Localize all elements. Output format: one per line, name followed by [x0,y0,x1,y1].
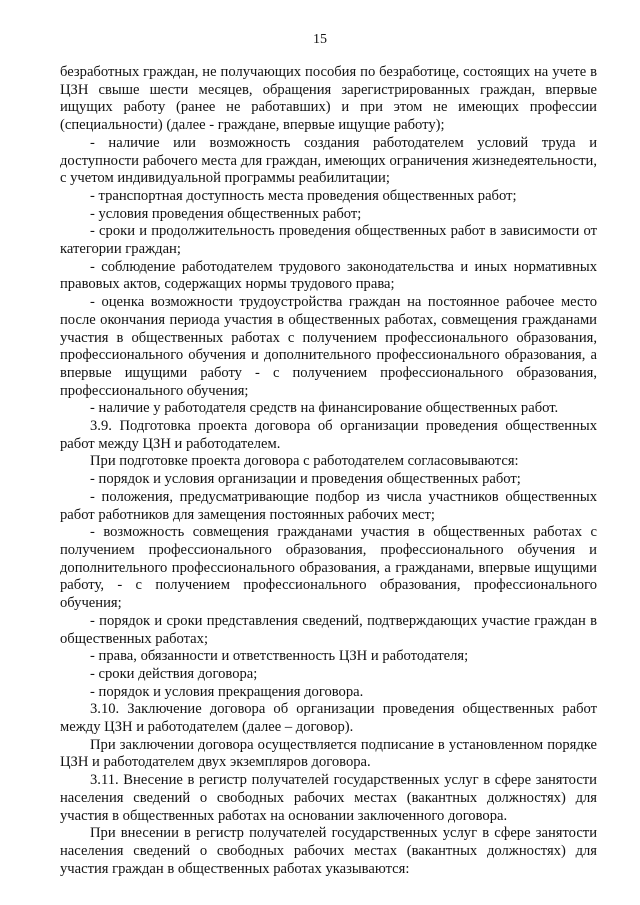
document-body [60,64,597,878]
list-item-selection: - положения, предусматривающие подбор из числа участников общественных работ работников для замещения постоянных рабочих мест; [60,488,597,523]
list-item-employment-assessment: - оценка возможности трудоустройства граждан на постоянное рабочее место после окончания периода участия в общественных работах, совмещения гражданами участия в общественных работах с получением профессионального образования, профессионального обучения и дополнительного профессионального образования, а впервые ищущими работу - с получением профессионального образования, профессионального обучения; [60,294,597,399]
list-item-funding: - наличие у работодателя средств на финансирование общественных работ. [90,400,559,417]
paragraph-signing: При заключении договора осуществляется подписание в установленном порядке ЦЗН и работодателем двух экземпляров договора. [60,736,597,771]
section-3-11-heading: 3.11. Внесение в регистр получателей государственных услуг в сфере занятости населения сведений о свободных рабочих местах (вакантных должностях) для участия в общественных работах на основании заключенного договора. [60,772,597,824]
list-item-duration: - сроки и продолжительность проведения общественных работ в зависимости от категории граждан; [60,223,597,258]
section-3-10-heading: 3.10. Заключение договора об организации проведения общественных работ между ЦЗН и работодателем (далее – договор). [60,701,597,736]
paragraph-agreement-intro: При подготовке проекта договора с работодателем согласовываются: [90,453,519,470]
page-number: 15 [313,32,327,47]
list-item-rights: - права, обязанности и ответственность ЦЗН и работодателя; [90,648,469,665]
paragraph-register-entries: При внесении в регистр получателей государственных услуг в сфере занятости населения сведений о свободных рабочих местах (вакантных должностях) для участия граждан в общественных работах указываются: [60,825,597,877]
list-item-labor-law: - соблюдение работодателем трудового законодательства и иных нормативных правовых актов, содержащих нормы трудового права; [60,258,597,293]
paragraph-continuation: безработных граждан, не получающих пособия по безработице, состоящих на учете в ЦЗН свыше шести месяцев, обращения зарегистрированных граждан, впервые ищущих работу (ранее не работавших) и при этом не имеющих профессии (специальности) (далее - граждане, впервые ищущие работу); [60,64,597,134]
list-item-term: - сроки действия договора; [90,665,258,682]
list-item-procedure: - порядок и условия организации и проведения общественных работ; [90,471,521,488]
list-item-work-conditions: - условия проведения общественных работ; [90,205,362,222]
section-3-9-heading: 3.9. Подготовка проекта договора об организации проведения общественных работ между ЦЗН и работодателем. [60,418,597,452]
list-item-reporting: - порядок и сроки представления сведений, подтверждающих участие граждан в общественных работах; [60,612,597,647]
list-item-combination: - возможность совмещения гражданами участия в общественных работах с получением профессионального образования, профессионального обучения и дополнительного профессионального образования, а гражданами, впервые ищущими работу, - с получением профессионального образования, профессионального обучения; [60,524,597,612]
list-item-working-conditions: - наличие или возможность создания работодателем условий труда и доступности рабочего места для граждан, имеющих ограничения жизнедеятельности, с учетом индивидуальной программы реабилитации; [60,134,597,187]
list-item-termination: - порядок и условия прекращения договора. [90,683,364,700]
list-item-transport-access: - транспортная доступность места проведения общественных работ; [90,187,517,204]
